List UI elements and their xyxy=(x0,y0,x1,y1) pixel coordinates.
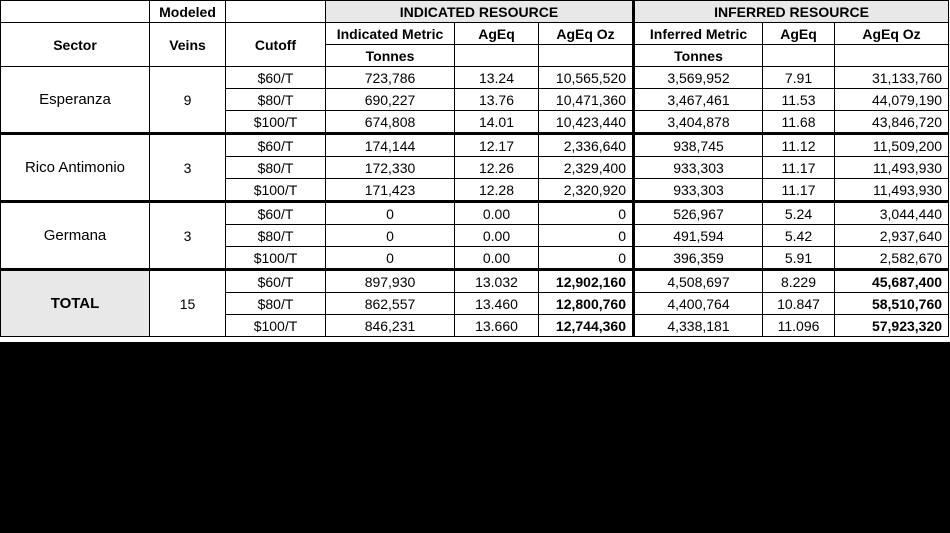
inf-ageq-oz-cell: 2,582,670 xyxy=(835,247,949,270)
inf-ageq-oz-cell: 44,079,190 xyxy=(835,89,949,111)
cutoff-cell: $80/T xyxy=(226,89,326,111)
inf-ageq-cell: 11.17 xyxy=(763,157,835,179)
cutoff-cell: $60/T xyxy=(226,67,326,89)
inf-ageq-oz-cell: 58,510,760 xyxy=(835,293,949,315)
header-ind-tonnes-2: Tonnes xyxy=(326,45,455,67)
ind-tonnes-cell: 0 xyxy=(326,225,455,247)
header-veins: Veins xyxy=(150,23,226,67)
inf-tonnes-cell: 3,467,461 xyxy=(634,89,763,111)
cutoff-cell: $80/T xyxy=(226,157,326,179)
header-row-1 xyxy=(1,1,949,23)
inf-tonnes-cell: 526,967 xyxy=(634,202,763,225)
header-ind-ageq: AgEq xyxy=(455,23,539,45)
inf-ageq-cell: 8.229 xyxy=(763,270,835,293)
cutoff-cell: $100/T xyxy=(226,247,326,270)
ind-ageq-cell: 12.17 xyxy=(455,134,539,157)
ind-ageq-cell: 12.26 xyxy=(455,157,539,179)
ind-ageq-oz-cell: 12,744,360 xyxy=(539,315,634,337)
cutoff-cell: $80/T xyxy=(226,225,326,247)
ind-ageq-oz-cell: 2,329,400 xyxy=(539,157,634,179)
ind-ageq-oz-cell: 12,800,760 xyxy=(539,293,634,315)
ind-tonnes-cell: 846,231 xyxy=(326,315,455,337)
inf-ageq-cell: 11.12 xyxy=(763,134,835,157)
ind-tonnes-cell: 862,557 xyxy=(326,293,455,315)
header-sector: Sector xyxy=(1,23,150,67)
inf-ageq-cell: 10.847 xyxy=(763,293,835,315)
inf-ageq-oz-cell: 11,493,930 xyxy=(835,179,949,202)
cutoff-cell: $60/T xyxy=(226,202,326,225)
ind-ageq-oz-cell: 12,902,160 xyxy=(539,270,634,293)
inf-tonnes-cell: 3,569,952 xyxy=(634,67,763,89)
header-inferred: INFERRED RESOURCE xyxy=(634,1,949,23)
inf-tonnes-cell: 3,404,878 xyxy=(634,111,763,134)
inf-ageq-cell: 5.42 xyxy=(763,225,835,247)
header-inf-ageq: AgEq xyxy=(763,23,835,45)
inf-ageq-cell: 11.68 xyxy=(763,111,835,134)
inf-tonnes-cell: 933,303 xyxy=(634,157,763,179)
inf-ageq-oz-cell: 3,044,440 xyxy=(835,202,949,225)
veins-cell: 3 xyxy=(150,202,226,270)
cutoff-cell: $60/T xyxy=(226,270,326,293)
ind-ageq-cell: 13.032 xyxy=(455,270,539,293)
cutoff-cell: $100/T xyxy=(226,111,326,134)
inf-ageq-cell: 5.91 xyxy=(763,247,835,270)
cutoff-cell: $60/T xyxy=(226,134,326,157)
cutoff-cell: $100/T xyxy=(226,179,326,202)
inf-ageq-cell: 5.24 xyxy=(763,202,835,225)
header-indicated: INDICATED RESOURCE xyxy=(326,1,634,23)
header-modeled: Modeled xyxy=(150,1,226,23)
ind-tonnes-cell: 723,786 xyxy=(326,67,455,89)
cutoff-cell: $80/T xyxy=(226,293,326,315)
header-row-2 xyxy=(1,23,949,45)
sector-cell: Esperanza xyxy=(1,67,150,134)
table-body xyxy=(1,67,949,337)
header-ind-ageq-oz: AgEq Oz xyxy=(539,23,634,45)
ind-ageq-cell: 13.660 xyxy=(455,315,539,337)
ind-ageq-cell: 14.01 xyxy=(455,111,539,134)
header-blank xyxy=(226,1,326,23)
header-ind-tonnes: Indicated Metric xyxy=(326,23,455,45)
cutoff-cell: $100/T xyxy=(226,315,326,337)
inf-ageq-oz-cell: 57,923,320 xyxy=(835,315,949,337)
inf-ageq-cell: 11.53 xyxy=(763,89,835,111)
header-blank xyxy=(539,45,634,67)
veins-cell: 3 xyxy=(150,134,226,202)
ind-ageq-cell: 13.24 xyxy=(455,67,539,89)
header-blank xyxy=(1,1,150,23)
ind-ageq-oz-cell: 10,471,360 xyxy=(539,89,634,111)
inf-tonnes-cell: 938,745 xyxy=(634,134,763,157)
inf-tonnes-cell: 4,338,181 xyxy=(634,315,763,337)
inf-tonnes-cell: 491,594 xyxy=(634,225,763,247)
header-inf-tonnes-2: Tonnes xyxy=(634,45,763,67)
ind-ageq-cell: 0.00 xyxy=(455,202,539,225)
ind-ageq-oz-cell: 2,320,920 xyxy=(539,179,634,202)
ind-tonnes-cell: 0 xyxy=(326,202,455,225)
ind-tonnes-cell: 690,227 xyxy=(326,89,455,111)
inf-ageq-cell: 7.91 xyxy=(763,67,835,89)
inf-tonnes-cell: 933,303 xyxy=(634,179,763,202)
inf-tonnes-cell: 4,508,697 xyxy=(634,270,763,293)
ind-ageq-oz-cell: 0 xyxy=(539,225,634,247)
table-row xyxy=(1,202,949,225)
header-blank xyxy=(455,45,539,67)
inf-ageq-oz-cell: 31,133,760 xyxy=(835,67,949,89)
inf-ageq-cell: 11.096 xyxy=(763,315,835,337)
inf-ageq-oz-cell: 2,937,640 xyxy=(835,225,949,247)
ind-ageq-cell: 13.76 xyxy=(455,89,539,111)
ind-tonnes-cell: 674,808 xyxy=(326,111,455,134)
inf-ageq-oz-cell: 11,509,200 xyxy=(835,134,949,157)
ind-ageq-oz-cell: 2,336,640 xyxy=(539,134,634,157)
ind-tonnes-cell: 172,330 xyxy=(326,157,455,179)
inf-ageq-oz-cell: 43,846,720 xyxy=(835,111,949,134)
ind-ageq-cell: 0.00 xyxy=(455,225,539,247)
veins-cell: 15 xyxy=(150,270,226,337)
sector-cell: Germana xyxy=(1,202,150,270)
table-row xyxy=(1,270,949,293)
ind-tonnes-cell: 171,423 xyxy=(326,179,455,202)
inf-tonnes-cell: 4,400,764 xyxy=(634,293,763,315)
ind-ageq-oz-cell: 10,423,440 xyxy=(539,111,634,134)
ind-tonnes-cell: 174,144 xyxy=(326,134,455,157)
veins-cell: 9 xyxy=(150,67,226,134)
inf-ageq-oz-cell: 11,493,930 xyxy=(835,157,949,179)
ind-tonnes-cell: 0 xyxy=(326,247,455,270)
ind-ageq-cell: 12.28 xyxy=(455,179,539,202)
sector-cell: Rico Antimonio xyxy=(1,134,150,202)
ind-ageq-oz-cell: 10,565,520 xyxy=(539,67,634,89)
ind-ageq-oz-cell: 0 xyxy=(539,202,634,225)
inf-ageq-oz-cell: 45,687,400 xyxy=(835,270,949,293)
ind-ageq-cell: 13.460 xyxy=(455,293,539,315)
header-inf-ageq-oz: AgEq Oz xyxy=(835,23,949,45)
ind-tonnes-cell: 897,930 xyxy=(326,270,455,293)
table-row xyxy=(1,67,949,89)
ind-ageq-cell: 0.00 xyxy=(455,247,539,270)
header-inf-tonnes: Inferred Metric xyxy=(634,23,763,45)
ind-ageq-oz-cell: 0 xyxy=(539,247,634,270)
header-blank xyxy=(763,45,835,67)
inf-tonnes-cell: 396,359 xyxy=(634,247,763,270)
inf-ageq-cell: 11.17 xyxy=(763,179,835,202)
sector-cell: TOTAL xyxy=(1,270,150,337)
header-cutoff: Cutoff xyxy=(226,23,326,67)
header-blank xyxy=(835,45,949,67)
table-row xyxy=(1,134,949,157)
